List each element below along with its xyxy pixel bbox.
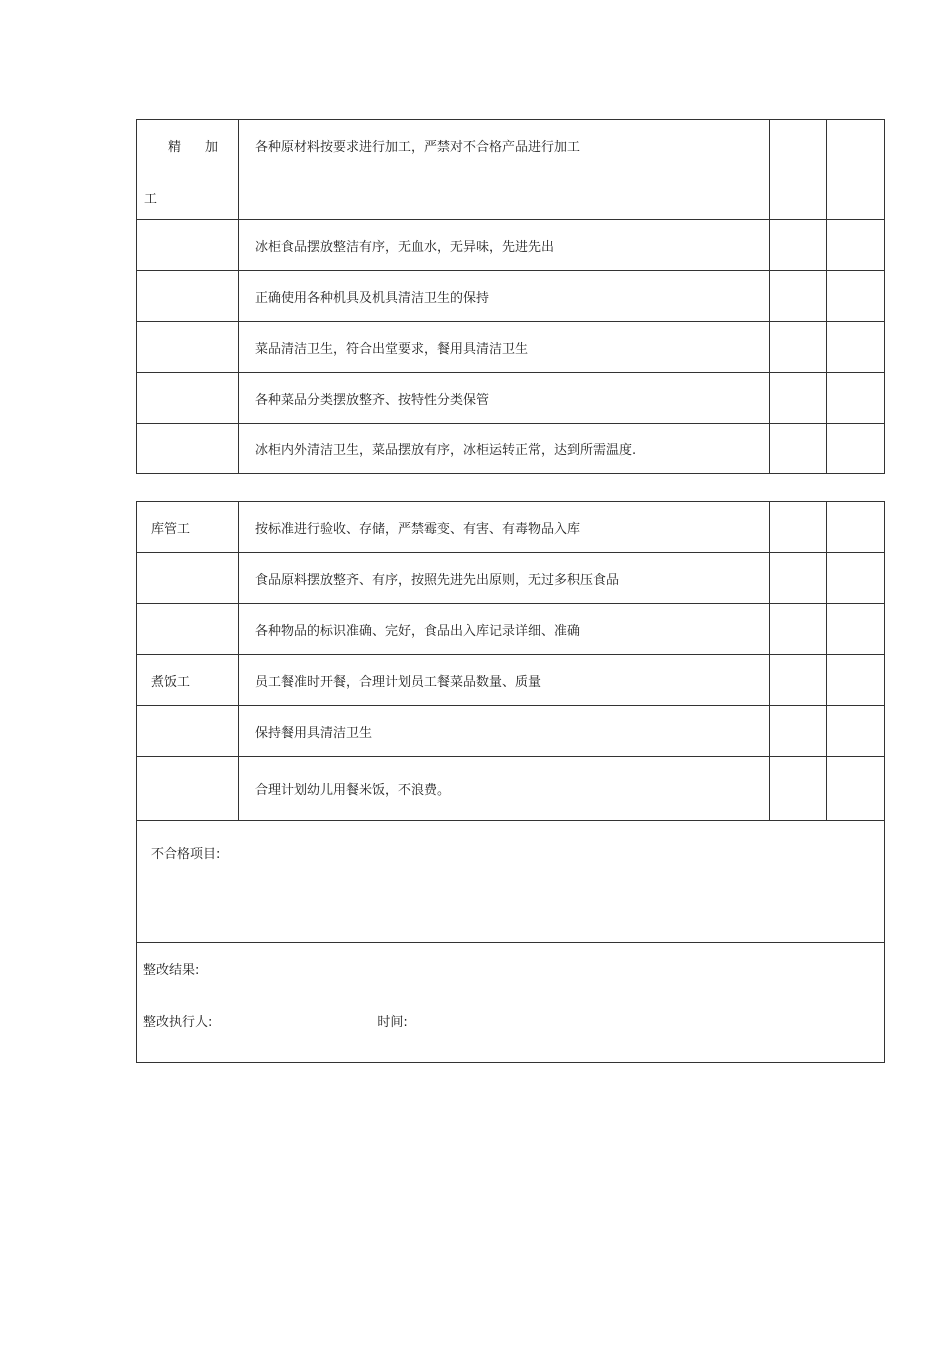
score-cell[interactable] <box>827 604 885 655</box>
item-text: 各种菜品分类摆放整齐、按特性分类保管 <box>239 373 770 424</box>
role-label-line2: 工 <box>144 192 158 207</box>
inspection-table-prep <box>136 119 885 474</box>
check-cell[interactable] <box>770 757 827 821</box>
check-cell[interactable] <box>770 120 827 220</box>
check-cell[interactable] <box>770 706 827 757</box>
item-text: 员工餐准时开餐，合理计划员工餐菜品数量、质量 <box>239 655 770 706</box>
fix-result-label: 整改结果: <box>143 963 200 978</box>
fail-items-label: 不合格项目: <box>151 847 221 862</box>
fix-field[interactable] <box>137 943 885 1063</box>
role-label-char: 精 <box>168 140 182 155</box>
fix-person-label: 整改执行人: <box>143 1015 213 1030</box>
score-cell[interactable] <box>827 706 885 757</box>
table-row <box>137 604 885 655</box>
check-cell[interactable] <box>770 655 827 706</box>
table-row <box>137 553 885 604</box>
item-text: 各种物品的标识准确、完好，食品出入库记录详细、准确 <box>239 604 770 655</box>
score-cell[interactable] <box>827 655 885 706</box>
role-label-line1 <box>168 136 218 155</box>
time-label: 时间: <box>377 1015 408 1030</box>
role-cell <box>137 757 239 821</box>
score-cell[interactable] <box>827 502 885 553</box>
fix-result-line <box>143 963 884 987</box>
inspection-table-storage <box>136 501 885 1063</box>
table-row <box>137 322 885 373</box>
score-cell[interactable] <box>827 322 885 373</box>
role-cell <box>137 424 239 474</box>
fail-items-field[interactable] <box>137 821 885 943</box>
table-row <box>137 757 885 821</box>
table-row <box>137 373 885 424</box>
fail-items-row <box>137 821 885 943</box>
table-row <box>137 502 885 553</box>
item-text: 按标准进行验收、存储，严禁霉变、有害、有毒物品入库 <box>239 502 770 553</box>
item-text: 合理计划幼儿用餐米饭，不浪费。 <box>239 757 770 821</box>
fix-person-line <box>143 1015 884 1039</box>
item-text: 冰柜食品摆放整洁有序，无血水，无异味，先进先出 <box>239 220 770 271</box>
check-cell[interactable] <box>770 502 827 553</box>
check-cell[interactable] <box>770 553 827 604</box>
score-cell[interactable] <box>827 424 885 474</box>
item-text: 正确使用各种机具及机具清洁卫生的保持 <box>239 271 770 322</box>
item-text: 保持餐用具清洁卫生 <box>239 706 770 757</box>
role-cell <box>137 271 239 322</box>
score-cell[interactable] <box>827 757 885 821</box>
item-text: 菜品清洁卫生，符合出堂要求，餐用具清洁卫生 <box>239 322 770 373</box>
role-cell <box>137 322 239 373</box>
role-cell <box>137 706 239 757</box>
item-text: 冰柜内外清洁卫生，菜品摆放有序，冰柜运转正常，达到所需温度. <box>239 424 770 474</box>
role-cell: 库管工 <box>137 502 239 553</box>
role-cell: 煮饭工 <box>137 655 239 706</box>
table-row <box>137 220 885 271</box>
score-cell[interactable] <box>827 120 885 220</box>
check-cell[interactable] <box>770 424 827 474</box>
check-cell[interactable] <box>770 322 827 373</box>
score-cell[interactable] <box>827 271 885 322</box>
table-row <box>137 120 885 220</box>
role-label-char: 加 <box>205 140 219 155</box>
role-cell <box>137 604 239 655</box>
table-row <box>137 424 885 474</box>
score-cell[interactable] <box>827 373 885 424</box>
check-cell[interactable] <box>770 220 827 271</box>
role-cell <box>137 373 239 424</box>
table-row <box>137 655 885 706</box>
role-cell <box>137 553 239 604</box>
table-row <box>137 271 885 322</box>
check-cell[interactable] <box>770 373 827 424</box>
check-cell[interactable] <box>770 271 827 322</box>
item-text: 食品原料摆放整齐、有序，按照先进先出原则，无过多积压食品 <box>239 553 770 604</box>
score-cell[interactable] <box>827 553 885 604</box>
table-row <box>137 706 885 757</box>
item-text: 各种原材料按要求进行加工，严禁对不合格产品进行加工 <box>239 120 770 220</box>
fix-row <box>137 943 885 1063</box>
score-cell[interactable] <box>827 220 885 271</box>
check-cell[interactable] <box>770 604 827 655</box>
role-cell <box>137 220 239 271</box>
role-cell <box>137 120 239 220</box>
